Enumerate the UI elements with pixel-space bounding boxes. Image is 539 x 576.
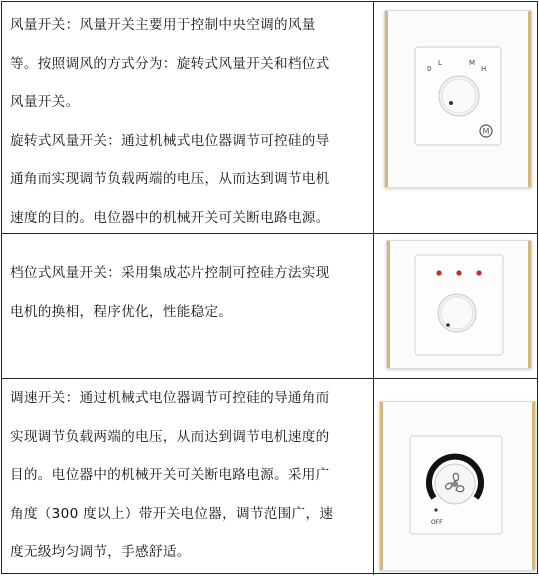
indicator-light-icon — [456, 270, 461, 275]
table-row — [2, 2, 537, 234]
off-mark: OFF — [431, 519, 443, 526]
rotary-fan-switch-photo — [384, 10, 532, 188]
dial-mark: L — [438, 59, 442, 67]
brand-logo: M — [482, 127, 490, 136]
text-line: 角度（300 度以上）带开关电位器，调节范围广，速 — [10, 505, 334, 522]
text-line: 通角而实现调节负载两端的电压，从而达到调节电机 — [10, 171, 330, 187]
text-line: 度无级均匀调节，手感舒适。 — [10, 544, 191, 560]
paragraph — [10, 254, 367, 331]
indicator-light-icon — [476, 270, 481, 275]
table-row — [2, 379, 537, 575]
text-line: 实现调节负载两端的电压，从而达到调节电机速度的 — [10, 428, 330, 445]
image-cell — [374, 379, 537, 575]
paragraph — [10, 379, 367, 572]
dial-mark: H — [481, 65, 487, 73]
paragraph — [10, 122, 367, 238]
description-cell — [2, 379, 374, 575]
text-line: 风量开关：风量开关主要用于控制中央空调的风量 — [10, 17, 316, 33]
text-line: 调速开关：通过机械式电位器调节可控硅的导通角而 — [10, 390, 330, 406]
text-line: 旋转式风量开关：通过机械式电位器调节可控硅的导 — [10, 132, 330, 149]
rotary-switch-graphic — [385, 11, 531, 187]
text-line: 速度的目的。电位器中的机械开关可关断电路电源。 — [10, 209, 330, 226]
description-cell — [2, 234, 374, 378]
paragraph — [10, 6, 367, 122]
gear-switch-graphic — [387, 241, 531, 368]
text-line: 等。按照调风的方式分为：旋转式风量开关和档位式 — [10, 55, 330, 72]
dial-mark: 0 — [427, 65, 432, 73]
speed-control-switch-photo — [379, 401, 536, 571]
image-cell — [374, 234, 537, 378]
comparison-table — [1, 1, 538, 574]
image-cell — [374, 2, 537, 233]
indicator-light-icon — [436, 270, 441, 275]
speed-switch-graphic — [380, 402, 535, 570]
gear-fan-switch-photo — [386, 240, 532, 369]
dial-mark: M — [469, 59, 476, 67]
description-cell — [2, 2, 374, 233]
text-line: 电机的换相，程序优化，性能稳定。 — [10, 303, 233, 320]
text-line: 风量开关。 — [10, 94, 80, 110]
text-line: 目的。电位器中的机械开关可关断电路电源。采用广 — [10, 467, 330, 483]
text-line: 档位式风量开关：采用集成芯片控制可控硅方法实现 — [10, 265, 330, 281]
table-row — [2, 234, 537, 379]
